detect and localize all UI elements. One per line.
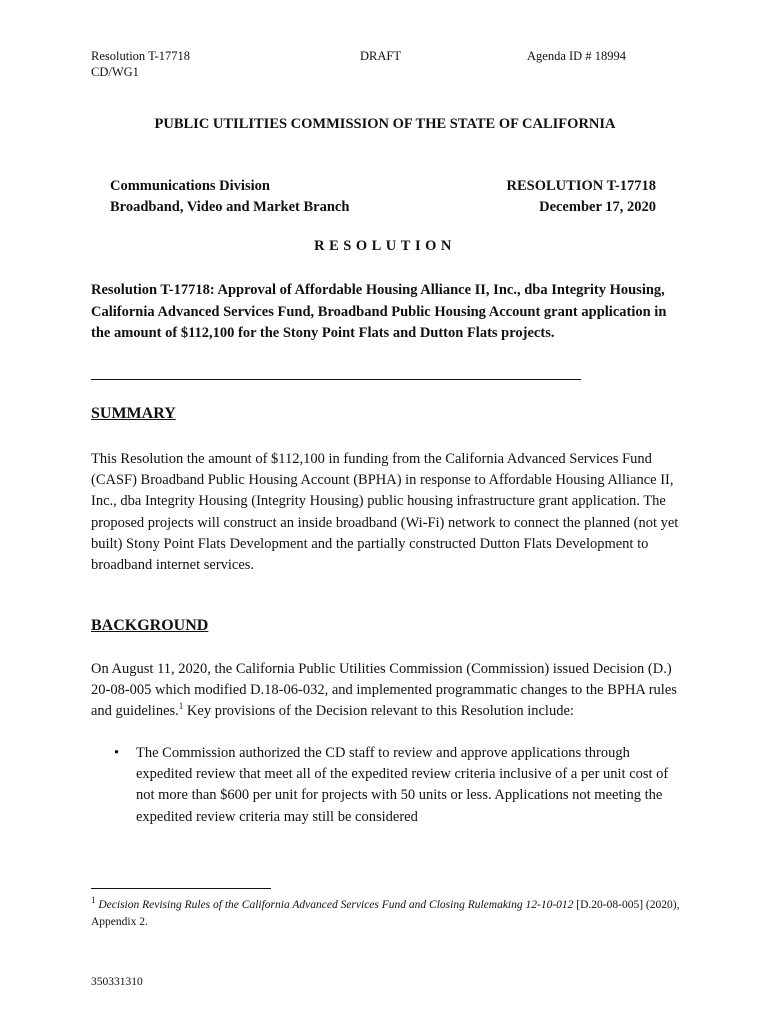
background-text-part1: On August 11, 2020, the California Public Utilities Commission (Commission) issued Decision (D.) 20-08-005 which modified D.18-06-032, and implemented programmatic changes to the BPHA rules and guidelines. (91, 661, 677, 720)
footnote-mark: 1 (91, 895, 96, 906)
header-left (91, 48, 190, 80)
resolution-number: RESOLUTION T-17718 (506, 178, 656, 194)
resolution-heading: RESOLUTION (314, 238, 456, 254)
header-resolution-number: Resolution T-17718 (91, 49, 190, 63)
background-text-part2: Key provisions of the Decision relevant to this Resolution include: (183, 703, 574, 720)
bullet-text: The Commission authorized the CD staff to review and approve applications through expedited review that meet all of the expedited review criteria inclusive of a per unit cost of not more than $600 per unit for projects with 50 units or less. Applications not meeting the expedited review criteria may still be considered (136, 745, 669, 825)
resolution-info (507, 176, 656, 218)
resolution-title: Resolution T-17718: Approval of Affordable Housing Alliance II, Inc., dba Integrity Housing, California Advanced Services Fund, Broadband Public Housing Account grant application in the amount of $112,100 for the Stony Point Flats and Dutton Flats projects. (91, 282, 667, 341)
footnote-citation-italic: Decision Revising Rules of the California Advanced Services Fund and Closing Rulemaking 12-10-012 (98, 899, 574, 911)
background-paragraph (91, 659, 686, 723)
header-division-code: CD/WG1 (91, 65, 139, 79)
division-name: Communications Division (110, 178, 270, 194)
header-draft-label: DRAFT (360, 49, 401, 63)
commission-title: PUBLIC UTILITIES COMMISSION OF THE STATE OF CALIFORNIA (154, 116, 616, 132)
footnote-citation-rest: [D.20-08-005] (2020), Appendix 2. (91, 899, 680, 928)
background-heading: BACKGROUND (91, 617, 209, 634)
bullet-marker: • (114, 745, 120, 761)
footnote (91, 897, 686, 931)
branch-name: Broadband, Video and Market Branch (110, 199, 350, 215)
title-divider (91, 379, 581, 380)
division-block (110, 176, 349, 218)
bullet-item (114, 743, 686, 828)
footnote-divider (91, 888, 271, 889)
summary-heading: SUMMARY (91, 405, 176, 422)
footnote-reference[interactable]: 1 (178, 701, 184, 712)
summary-paragraph: This Resolution the amount of $112,100 in funding from the California Advanced Services Fund (CASF) Broadband Public Housing Account (BPHA) in response to Affordable Housing Alliance II, Inc., dba Integrity Housing (Integrity Housing) public housing infrastructure grant application. The proposed projects will construct an inside broadband (Wi-Fi) network to connect the planned (not yet built) Stony Point Flats Development and the partially constructed Dutton Flats Development to broadband internet services. (91, 451, 679, 574)
resolution-date: December 17, 2020 (539, 199, 656, 215)
header-agenda-id: Agenda ID # 18994 (527, 49, 626, 63)
document-number: 350331310 (91, 976, 143, 988)
